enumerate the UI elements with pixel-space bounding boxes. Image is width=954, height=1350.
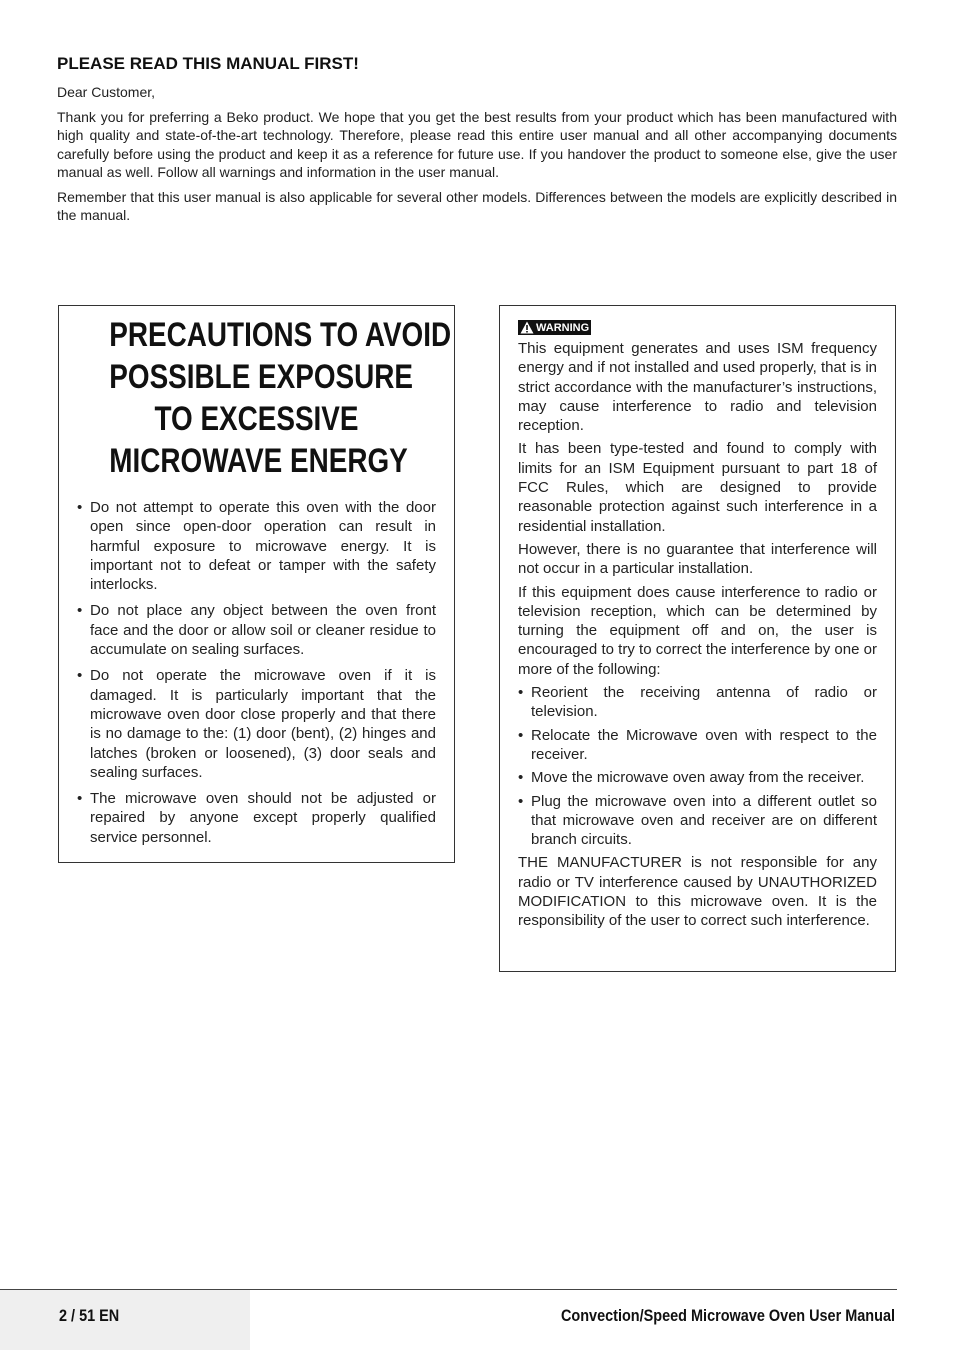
intro-paragraph-1: Thank you for preferring a Beko product. We hope that you get the best results from your product which has been manufactured with high quality and state-of-the-art technology. Therefore, please read this entire user manual and all other accompanying documents carefully before using the product and keep it as a reference for future use. If you handover the product to someone else, give the user manual as well. Follow all warnings and information in the user manual. [57, 108, 897, 180]
manual-title: Convection/Speed Microwave Oven User Manual [560, 1306, 895, 1325]
warning-triangle-icon [520, 321, 534, 334]
intro-section [57, 54, 897, 231]
list-item: • Do not operate the microwave oven if it is damaged. It is particularly important that the microwave oven door close properly and that there is no damage to the: (1) door (bent), (2) hinges and latches (broken or loosened), (3) door seals and sealing surfaces. [77, 667, 436, 781]
precautions-title [109, 314, 452, 482]
precautions-title-line: MICROWAVE ENERGY [109, 442, 408, 480]
greeting: Dear Customer, [57, 84, 156, 100]
list-item: • Do not attempt to operate this oven with the door open since open-door operation can result in harmful exposure to microwave energy. It is important not to defeat or tamper with the safety interlocks. [77, 499, 436, 594]
page-number: 2 / 51 EN [59, 1306, 120, 1325]
list-item: • Do not place any object between the oven front face and the door or allow soil or cleaner residue to accumulate on sealing surfaces. [77, 602, 436, 659]
precautions-box [58, 305, 455, 863]
warning-paragraph-4: If this equipment does cause interference to radio or television reception, which can be determined by turning the equipment off and on, the user is encouraged to try to correct the interference by one or more of the following: [518, 583, 877, 678]
list-item: • The microwave oven should not be adjusted or repaired by anyone except properly qualified service personnel. [77, 790, 436, 846]
footer-page-block [0, 1290, 250, 1350]
warning-list [518, 683, 877, 849]
warning-paragraph-2: It has been type-tested and found to comply with limits for an ISM Equipment pursuant to part 18 of FCC Rules, which are designed to provide reasonable protection against such interference in a residential installation. [518, 440, 877, 535]
precautions-title-line: TO EXCESSIVE [154, 400, 359, 438]
precautions-title-line: POSSIBLE EXPOSURE [109, 358, 413, 396]
warning-paragraph-1: This equipment generates and uses ISM frequency energy and if not installed and used properly, that is in strict accordance with the manufacturer’s instructions, may cause interference to radio and television reception. [518, 340, 877, 435]
list-item: • Move the microwave oven away from the receiver. [518, 769, 865, 787]
warning-box [499, 305, 896, 972]
warning-paragraph-3: However, there is no guarantee that interference will not occur in a particular installation. [518, 540, 877, 578]
intro-heading: PLEASE READ THIS MANUAL FIRST! [57, 54, 359, 73]
precautions-title-line: PRECAUTIONS TO AVOID [109, 316, 452, 354]
intro-paragraph-2: Remember that this user manual is also applicable for several other models. Differences between the models are explicitly described in the manual. [57, 188, 897, 223]
list-item: • Reorient the receiving antenna of radio or television. [518, 684, 877, 721]
list-item: • Relocate the Microwave oven with respect to the receiver. [518, 726, 877, 763]
warning-badge [518, 320, 591, 335]
list-item: • Plug the microwave oven into a different outlet so that microwave oven and receiver are on different branch circuits. [518, 792, 877, 849]
precautions-list [77, 498, 436, 847]
warning-paragraph-5: THE MANUFACTURER is not responsible for any radio or TV interference caused by UNAUTHORIZED MODIFICATION to this microwave oven. It is the responsibility of the user to correct such interference. [518, 854, 877, 930]
warning-label: WARNING [536, 321, 590, 334]
